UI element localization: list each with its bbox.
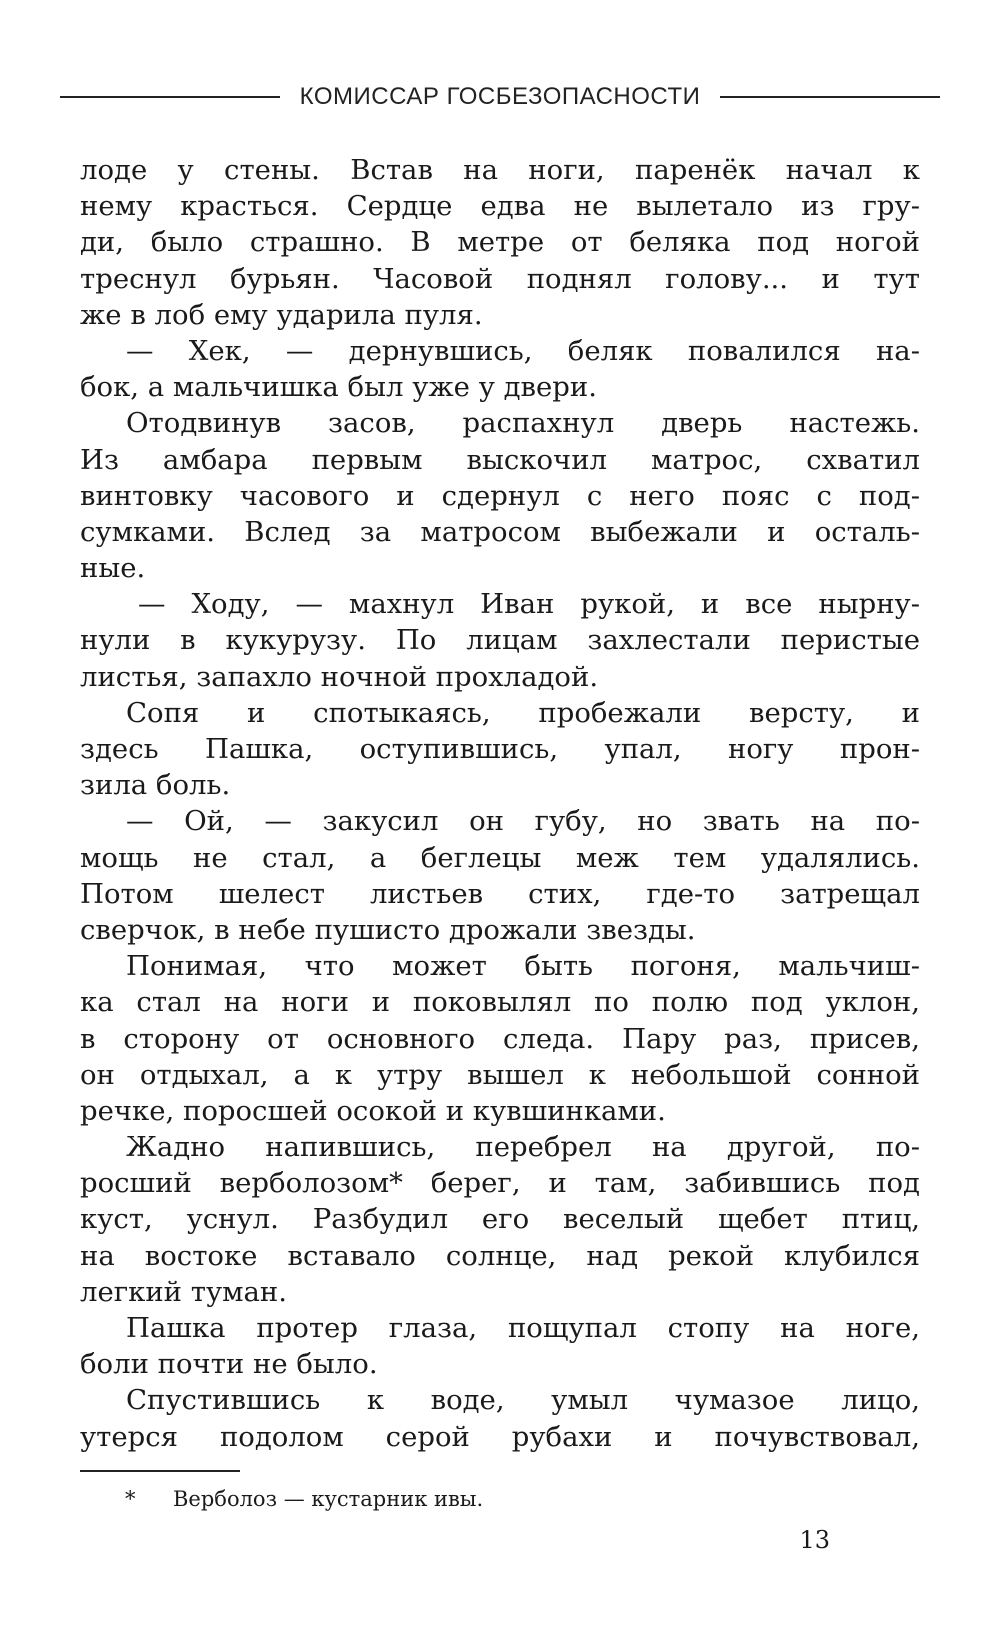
text-line: Понимая, что может быть погоня, мальчиш- (126, 950, 920, 983)
footnote (125, 1484, 483, 1514)
text-line: Из амбара первым выскочил матрос, схватил (80, 443, 920, 476)
text-line: он отдыхал, а к утру вышел к небольшой сонной (80, 1058, 920, 1091)
text-line: листья, запахло ночной прохладой. (80, 660, 599, 693)
text-line: винтовку часового и сдернул с него пояс с под- (80, 479, 920, 512)
text-line: нули в кукурузу. По лицам захлестали перистые (80, 624, 920, 657)
footnote-text: Верболоз — кустарник ивы. (173, 1487, 484, 1511)
text-line: зила боль. (80, 769, 231, 802)
page-number: 13 (799, 1526, 830, 1554)
text-line: мощь не стал, а беглецы меж тем удалялись. (80, 841, 920, 874)
text-line: — Ой, — закусил он губу, но звать на по- (126, 805, 920, 838)
text-line: Отодвинув засов, распахнул дверь настежь. (126, 407, 920, 440)
header-rule-right (720, 96, 940, 98)
footnote-mark: * (125, 1487, 136, 1511)
text-line: — Ходу, — махнул Иван рукой, и все нырну- (138, 588, 920, 621)
text-line: же в лоб ему ударила пуля. (80, 298, 483, 331)
text-line: нему красться. Сердце едва не вылетало из гру- (80, 190, 920, 223)
text-line: Пашка протер глаза, пощупал стопу на ноге, (126, 1312, 920, 1344)
body-text (80, 152, 920, 1455)
text-line: ка стал на ноги и поковылял по полю под уклон, (80, 986, 920, 1019)
text-line: речке, поросшей осокой и кувшинками. (80, 1094, 666, 1127)
text-line: ные. (80, 552, 146, 585)
text-line: бок, а мальчишка был уже у двери. (80, 371, 597, 404)
text-line: треснул бурьян. Часовой поднял голову... и тут (80, 262, 920, 295)
text-line: Жадно напившись, перебрел на другой, по- (126, 1131, 920, 1164)
text-line: росший верболозом* берег, и там, забившись под (80, 1167, 920, 1200)
text-line: — Хек, — дернувшись, беляк повалился на- (126, 334, 920, 367)
text-line: на востоке вставало солнце, над рекой клубился (80, 1239, 920, 1272)
text-line: легкий туман. (80, 1275, 287, 1308)
text-line: ди, было страшно. В метре от беляка под ногой (80, 226, 920, 259)
text-line: лоде у стены. Встав на ноги, паренёк начал к (80, 154, 920, 186)
running-header-title: КОМИССАР ГОСБЕЗОПАСНОСТИ (299, 83, 701, 110)
text-line: здесь Пашка, оступившись, упал, ногу прон- (80, 733, 920, 765)
text-line: боли почти не было. (80, 1348, 378, 1381)
running-header (60, 82, 940, 112)
text-line: куст, уснул. Разбудил его веселый щебет птиц, (80, 1203, 920, 1236)
text-line: сумками. Вслед за матросом выбежали и осталь- (80, 515, 920, 548)
footnote-divider (80, 1470, 240, 1472)
text-line: утерся подолом серой рубахи и почувствовал, (80, 1420, 920, 1453)
text-line: сверчок, в небе пушисто дрожали звезды. (80, 913, 696, 946)
header-rule-left (60, 96, 280, 98)
text-line: Спустившись к воде, умыл чумазое лицо, (126, 1384, 920, 1417)
text-line: в сторону от основного следа. Пару раз, присев, (80, 1022, 920, 1055)
text-line: Сопя и спотыкаясь, пробежали версту, и (126, 696, 920, 729)
text-line: Потом шелест листьев стих, где-то затрещал (80, 877, 920, 910)
